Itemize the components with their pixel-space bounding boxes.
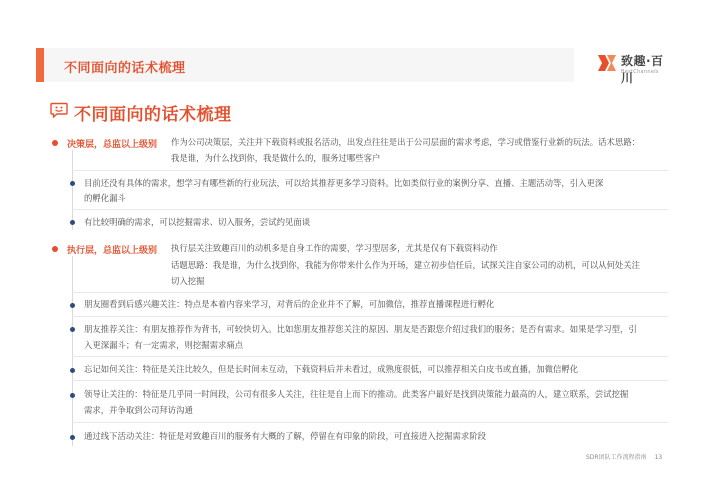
footer-doc-title: SDR团队工作流程指南 [586, 454, 647, 461]
tree-line-group-2 [72, 256, 73, 446]
item-bullet [70, 327, 75, 332]
list-item: 通过线下活动关注：特征是对致趣百川的服务有大概的了解，停留在有印象的阶段，可直接进入挖掘需求阶段 [84, 431, 486, 441]
group-bullet [52, 140, 58, 146]
item-bullet [70, 181, 75, 186]
item-bullet [70, 435, 75, 440]
page-number: 13 [654, 454, 663, 461]
group-description: 作为公司决策层，关注并下载资料或报名活动，出发点往往是出于公司层面的需求考虑，学习或借鉴行业新的玩法。话术思路： [171, 137, 640, 147]
tree-line-group-1 [72, 150, 73, 230]
logo-mark-icon [596, 52, 618, 74]
logo-subtitle: BestChannels [621, 69, 659, 75]
item-bullet [70, 368, 75, 373]
logo-name: 致趣·百川 [621, 54, 664, 85]
divider [72, 292, 668, 293]
group-description: 切入挖掘 [171, 276, 205, 286]
list-item: 需求，并争取到公司拜访沟通 [84, 405, 193, 415]
list-item: 目前还没有具体的需求，想学习有哪些新的行业玩法，可以给其推荐更多学习资料。比如类似行业的案例分享、直播、主题活动等，引入更深 [84, 178, 604, 188]
group-label: 决策层，总监以上级别 [67, 140, 158, 150]
list-item: 朋友圈看到后感兴趣关注：特点是本着内容来学习，对背后的企业并不了解，可加微信，推荐直播课程进行孵化 [84, 299, 495, 309]
divider [72, 380, 668, 381]
list-item: 有比较明确的需求，可以挖掘需求、切入服务，尝试约见面谈 [84, 217, 311, 227]
list-item: 入更深漏斗；有一定需求，则挖掘需求痛点 [84, 340, 244, 350]
page-title: 不同面向的话术梳理 [64, 61, 186, 76]
group-description: 话题思路：我是谁，为什么找到你，我能为你带来什么作为开场，建立初步信任后，试探关注自家公司的动机，可以从何处关注 [171, 260, 640, 270]
section-title: 不同面向的话术梳理 [74, 105, 232, 125]
divider [72, 422, 668, 423]
divider [72, 209, 668, 210]
group-label: 执行层，总监以上级别 [67, 246, 158, 256]
group-bullet [52, 246, 58, 252]
item-bullet [70, 393, 75, 398]
item-bullet [70, 303, 75, 308]
chat-smile-icon [50, 102, 68, 118]
divider [72, 356, 668, 357]
divider [72, 170, 668, 171]
group-description: 我是谁，为什么找到你，我是做什么的，服务过哪些客户 [171, 153, 381, 163]
header-accent-bar [36, 48, 44, 82]
list-item: 领导让关注的：特征是几乎同一时间段，公司有很多人关注，往往是自上而下的推动。此类客户最好是找到决策能力最高的人，建立联系，尝试挖掘 [84, 389, 629, 399]
page-footer [586, 452, 662, 461]
divider [72, 316, 668, 317]
group-description: 执行层关注致趣百川的动机多是自身工作的需要，学习型居多，尤其是仅有下载资料动作 [171, 243, 498, 253]
list-item: 朋友推荐关注：有朋友推荐作为背书，可较快切入。比如您朋友推荐您关注的原因、朋友是否跟您介绍过我们的服务；是否有需求。如果是学习型，引 [84, 324, 637, 334]
brand-logo [596, 51, 674, 85]
list-item: 的孵化漏斗 [84, 193, 126, 203]
list-item: 忘记如何关注：特征是关注比较久，但是长时间未互动，下载资料后并未看过，成熟度很低，可以推荐相关白皮书或直播，加微信孵化 [84, 364, 579, 374]
item-bullet [70, 220, 75, 225]
